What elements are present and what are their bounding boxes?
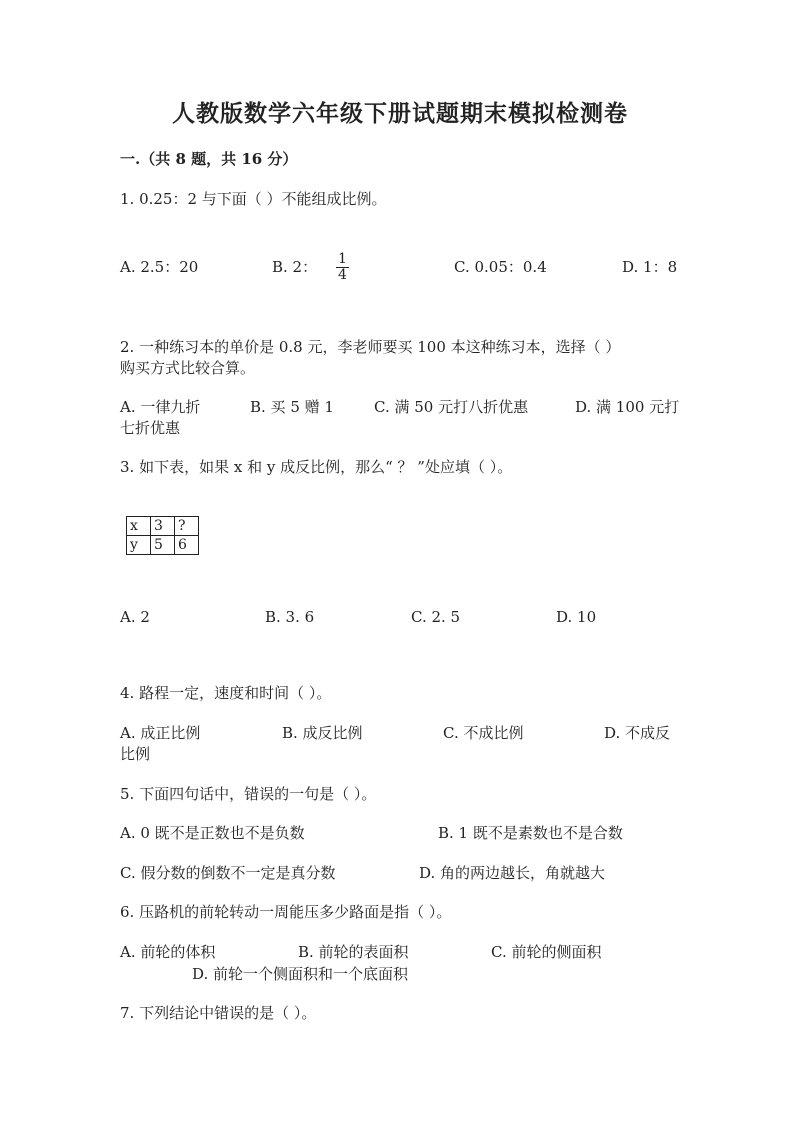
question-5-option-b: B. 1 既不是素数也不是合数	[438, 824, 623, 842]
question-6-option-b: B. 前轮的表面积	[298, 943, 409, 961]
question-6-option-c: C. 前轮的侧面积	[491, 943, 602, 961]
question-5-option-d: D. 角的两边越长，角就越大	[419, 864, 606, 882]
question-3-option-d: D. 10	[556, 608, 597, 626]
question-4-option-a: A. 成正比例	[120, 724, 201, 742]
question-6-option-a: A. 前轮的体积	[120, 943, 216, 961]
question-5-stem: 5. 下面四句话中，错误的一句是（ ）。	[120, 785, 377, 803]
question-1-stem: 1. 0.25：2 与下面（ ）不能组成比例。	[120, 190, 387, 208]
question-5-option-c: C. 假分数的倒数不一定是真分数	[120, 864, 336, 882]
question-2-option-c: C. 满 50 元打八折优惠	[374, 398, 529, 416]
question-2-option-a: A. 一律九折	[120, 398, 201, 416]
fraction-numerator: 1	[338, 251, 347, 267]
question-4-stem: 4. 路程一定，速度和时间（ ）。	[120, 684, 332, 702]
table-cell: 6	[175, 536, 199, 555]
question-6-stem: 6. 压路机的前轮转动一周能压多少路面是指（ ）。	[120, 903, 452, 921]
question-2-stem-line-1: 2. 一种练习本的单价是 0.8 元，李老师要买 100 本这种练习本，选择（ ）	[120, 338, 621, 356]
question-3-option-c: C. 2. 5	[411, 608, 461, 626]
question-1-option-b-label: B. 2：	[272, 258, 318, 276]
question-3-option-b: B. 3. 6	[265, 608, 315, 626]
table-row	[127, 536, 199, 555]
page-title: 人教版数学六年级下册试题期末模拟检测卷	[172, 100, 628, 127]
table-cell: 3	[151, 517, 175, 536]
question-7-stem: 7. 下列结论中错误的是（ ）。	[120, 1004, 317, 1022]
table-cell: ?	[175, 517, 199, 536]
question-6-option-d: D. 前轮一个侧面积和一个底面积	[192, 965, 409, 983]
question-2-option-b: B. 买 5 赠 1	[250, 398, 334, 416]
table-cell: x	[127, 517, 151, 536]
section-heading: 一.（共 8 题，共 16 分）	[120, 150, 298, 168]
question-4-option-b: B. 成反比例	[282, 724, 363, 742]
question-3-stem: 3. 如下表，如果 x 和 y 成反比例，那么“ ？ ”处应填（ ）。	[120, 458, 513, 476]
question-2-stem-line-2: 购买方式比较合算。	[120, 359, 256, 377]
question-5-option-a: A. 0 既不是正数也不是负数	[120, 824, 305, 842]
question-1-option-a: A. 2.5：20	[120, 258, 199, 276]
question-3-table	[126, 516, 199, 555]
table-cell: y	[127, 536, 151, 555]
question-4-option-c: C. 不成比例	[443, 724, 524, 742]
question-2-option-d-line-2: 七折优惠	[120, 419, 181, 437]
question-4-option-d-line-1: D. 不成反	[604, 724, 671, 742]
question-2-option-d-line-1: D. 满 100 元打	[575, 398, 680, 416]
table-row	[127, 517, 199, 536]
question-3-option-a: A. 2	[120, 608, 150, 626]
question-1-option-b-fraction	[336, 252, 349, 283]
question-1-option-d: D. 1：8	[622, 258, 678, 276]
table-cell: 5	[151, 536, 175, 555]
question-4-option-d-line-2: 比例	[120, 745, 151, 763]
fraction-denominator: 4	[338, 267, 347, 283]
question-1-option-c: C. 0.05：0.4	[454, 258, 547, 276]
